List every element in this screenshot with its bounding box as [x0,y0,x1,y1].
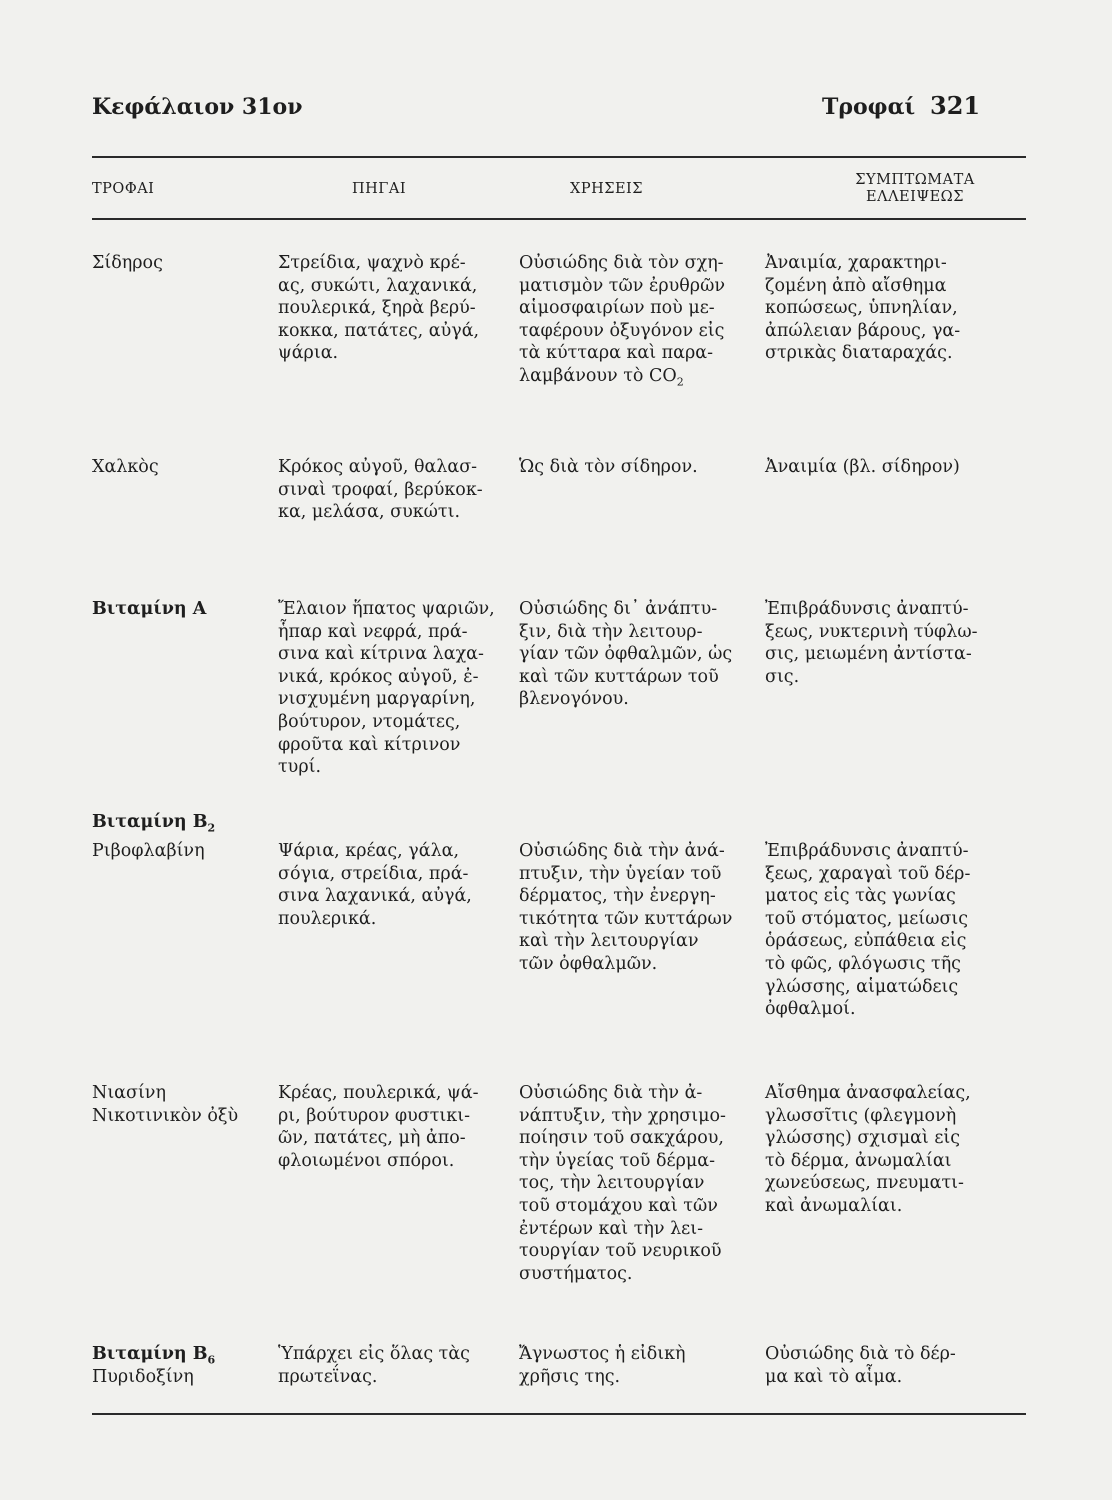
row-vitamin-b2-subscript: 2 [207,821,216,835]
row-vitamin-b6-symptoms: Οὐσιώδης διὰ τὸ δέρ- μα καὶ τὸ αἷμα. [765,1344,956,1387]
top-rule [92,156,1026,158]
column-header-foods: ΤΡΟΦΑΙ [92,181,155,197]
row-vitamin-b2-sources: Ψάρια, κρέας, γάλα, σόγια, στρείδια, πρά- σινα λαχανικά, αὐγά, πουλερικά. [278,841,472,929]
page-number: 321 [930,91,981,120]
row-iron-uses [519,252,745,394]
row-vitamin-a-uses: Οὐσιώδης δι᾿ ἀνάπτυ- ξιν, διὰ τὴν λειτουρ- γίαν τῶν ὀφθαλμῶν, ὡς καὶ τῶν κυττάρων τοῦ βλενογόνου. [519,599,733,710]
row-vitamin-b2-uses: Οὐσιώδης διὰ τὴν ἀνά- πτυξιν, τὴν ὑγείαν τοῦ δέρματος, τὴν ἐνεργη- τικότητα τῶν κυττάρων καὶ τὴν λειτουργίαν τῶν ὀφθαλμῶν. [519,841,733,974]
row-vitamin-b2-symptoms: Ἐπιβράδυνσις ἀναπτύ- ξεως, χαραγαὶ τοῦ δέρ- ματος εἰς τὰς γωνίας τοῦ στόματος, μείωσις ὁράσεως, εὐπάθεια εἰς τὸ φῶς, φλόγωσις τῆς γλώσσης, αἱματώδεις ὀφθαλμοί. [765,841,971,1020]
co2-subscript: 2 [676,375,684,389]
column-header-sources: ΠΗΓΑΙ [352,181,407,197]
row-copper-sources: Κρόκος αὐγοῦ, θαλασ- σιναὶ τροφαί, βερύκοκ- κα, μελάσα, συκώτι. [278,457,483,523]
row-niacin-sources: Κρέας, πουλερικά, ψά- ρι, βούτυρον φυστικι- ῶν, πατάτες, μὴ ἀπο- φλοιωμένοι σπόροι. [278,1083,479,1171]
co2-formula [649,365,684,389]
co2-symbol: CO [649,365,677,386]
row-vitamin-b6-subscript: 6 [207,1353,216,1367]
header-rule [92,218,1026,220]
row-vitamin-b2-food: Ριβοφλαβίνη [92,841,205,861]
column-header-uses: ΧΡΗΣΕΙΣ [570,181,644,197]
column-header-symptoms-line2: ΕΛΛΕΙΨΕΩΣ [866,189,964,205]
row-vitamin-b2-label: Βιταμίνη Β [92,812,208,832]
row-niacin-uses: Οὐσιώδης διὰ τὴν ἀ- νάπτυξιν, τὴν χρησιμο- ποίησιν τοῦ σακχάρου, τὴν ὑγείας τοῦ δέρμα- τος, τὴν λειτουργίαν τοῦ στομάχου καὶ τῶν ἐντέρων καὶ τὴν λει- τουργίαν τοῦ νευρικοῦ συστήματος. [519,1083,726,1284]
row-vitamin-a-food: Βιταμίνη Α [92,599,207,619]
row-niacin-food: Νιασίνη Νικοτινικὸν ὀξὺ [92,1083,239,1126]
row-iron-uses-text: Οὐσιώδης διὰ τὸν σχη- ματισμὸν τῶν ἐρυθρῶν αἱμοσφαιρίων ποὺ με- ταφέρουν ὀξυγόνον εἰς τὰ κύτταρα καὶ παρα- λαμβάνουν τὸ [519,253,725,386]
row-niacin-symptoms: Αἴσθημα ἀνασφαλείας, γλωσσῖτις (φλεγμονὴ γλώσσης) σχισμαὶ εἰς τὸ δέρμα, ἀνωμαλίαι χωνεύσεως, πνευματι- καὶ ἀνωμαλίαι. [765,1083,971,1216]
row-vitamin-a-sources: Ἔλαιον ἥπατος ψαριῶν, ἧπαρ καὶ νεφρά, πρά- σινα καὶ κίτρινα λαχα- νικά, κρόκος αὐγοῦ, ἐ- νισχυμένη μαργαρίνη, βούτυρον, ντομάτες, φροῦτα καὶ κίτρινον τυρί. [278,599,495,778]
row-vitamin-b2-title [92,811,262,840]
row-copper-uses: Ὡς διὰ τὸν σίδηρον. [519,457,698,477]
chapter-heading: Κεφάλαιον 31ον [92,94,303,120]
row-vitamin-b6-food: Πυριδοξίνη [92,1367,194,1387]
column-header-symptoms [840,172,990,206]
column-header-symptoms-line1: ΣΥΜΠΤΩΜΑΤΑ [855,172,975,188]
row-iron-symptoms: Ἀναιμία, χαρακτηρι- ζομένη ἀπὸ αἴσθημα κοπώσεως, ὑπνηλίαν, ἀπώλειαν βάρους, γα- στρικὰς διαταραχάς. [765,253,961,364]
row-vitamin-b6-label: Βιταμίνη Β [92,1344,208,1364]
bottom-rule [92,1413,1026,1415]
row-vitamin-b6-sources: Ὑπάρχει εἰς ὅλας τὰς πρωτεΐνας. [278,1344,470,1387]
row-vitamin-b6-uses: Ἄγνωστος ἡ εἰδικὴ χρῆσις της. [519,1344,686,1387]
row-vitamin-a-symptoms: Ἐπιβράδυνσις ἀναπτύ- ξεως, νυκτερινὴ τύφλω- σις, μειωμένη ἀντίστα- σις. [765,599,978,687]
row-copper-symptoms: Ἀναιμία (βλ. σίδηρον) [765,457,960,477]
section-heading: Τροφαί [822,94,916,120]
row-iron-sources: Στρείδια, ψαχνὸ κρέ- ας, συκώτι, λαχανικά, πουλερικά, ξηρὰ βερύ- κοκκα, πατάτες, αὐγά, ψάρια. [278,253,480,364]
row-copper-food: Χαλκὸς [92,457,159,477]
row-iron-food: Σίδηρος [92,253,163,273]
